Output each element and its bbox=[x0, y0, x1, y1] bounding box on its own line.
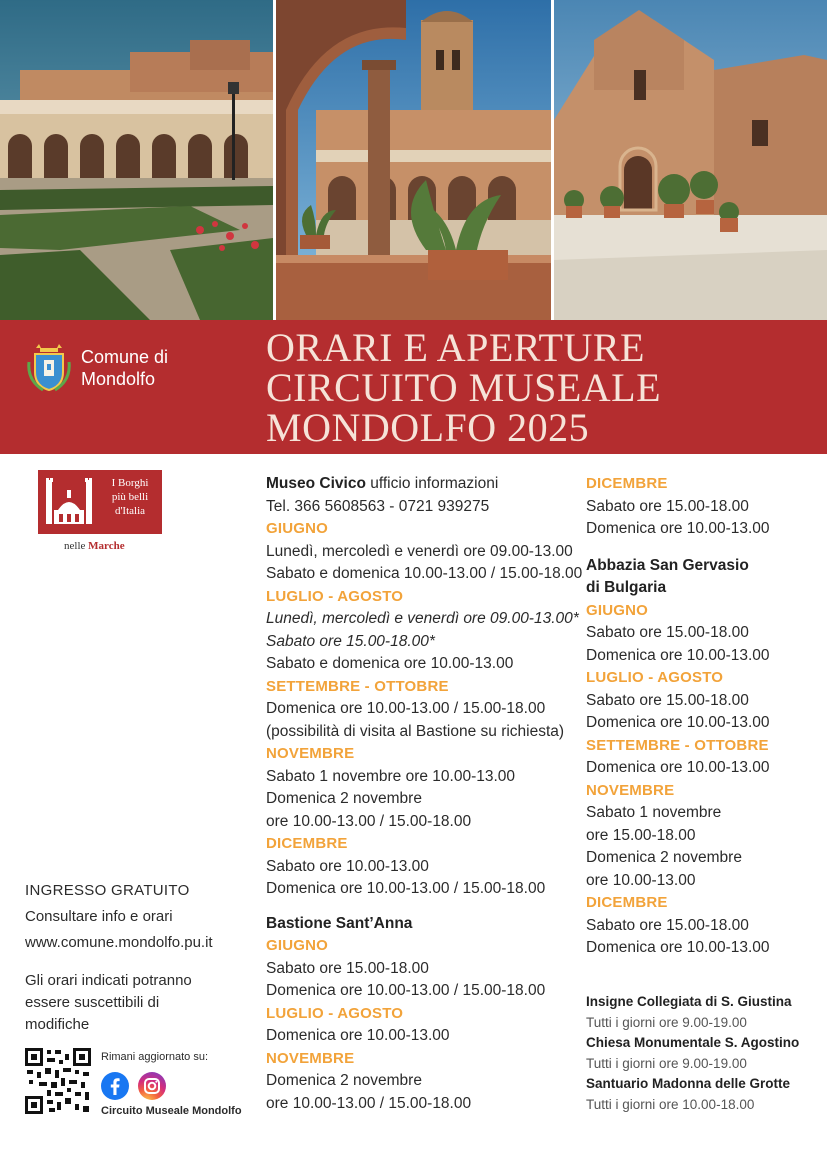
bastione-luglio-heading: LUGLIO - AGOSTO bbox=[266, 1004, 404, 1022]
photo-garden-arcade bbox=[0, 0, 273, 320]
photo-strip bbox=[0, 0, 827, 320]
schedule-column-2 bbox=[586, 473, 816, 960]
museo-tel: Tel. 366 5608563 - 0721 939275 bbox=[266, 497, 490, 515]
bastione-novembre-heading: NOVEMBRE bbox=[266, 1049, 355, 1067]
castle-logo-icon bbox=[38, 470, 100, 534]
museo-luglio-line: Sabato e domenica ore 10.00-13.00 bbox=[266, 655, 514, 672]
abbazia-novembre-heading: NOVEMBRE bbox=[586, 781, 675, 799]
site-hours: Tutti i giorni ore 9.00-19.00 bbox=[586, 1055, 747, 1071]
borghi-name bbox=[100, 476, 160, 518]
museo-luglio-heading: LUGLIO - AGOSTO bbox=[266, 587, 404, 605]
museo-settembre-line: (possibilità di visita al Bastione su richiesta) bbox=[266, 722, 565, 740]
museo-novembre-line: Sabato 1 novembre ore 10.00-13.00 bbox=[266, 767, 516, 785]
borghi-logo bbox=[38, 470, 162, 534]
instagram-icon[interactable] bbox=[138, 1072, 166, 1100]
bastione-giugno-line: Domenica ore 10.00-13.00 / 15.00-18.00 bbox=[266, 982, 546, 999]
museo-dicembre-line: Sabato ore 10.00-13.00 bbox=[266, 857, 429, 875]
museo-settembre-line: Domenica ore 10.00-13.00 / 15.00-18.00 bbox=[266, 700, 546, 717]
other-sites-list bbox=[586, 992, 816, 1115]
borghi-line-1: I Borghi bbox=[111, 477, 149, 489]
museo-dicembre-heading: DICEMBRE bbox=[266, 835, 348, 852]
abbazia-luglio-line: Domenica ore 10.00-13.00 bbox=[586, 714, 770, 731]
bastione-dicembre-line: Domenica ore 10.00-13.00 bbox=[586, 520, 770, 537]
page-title bbox=[266, 325, 662, 450]
website-link[interactable]: www.comune.mondolfo.pu.it bbox=[25, 934, 213, 951]
abbazia-dicembre-heading: DICEMBRE bbox=[586, 894, 668, 911]
abbazia-settembre-line: Domenica ore 10.00-13.00 bbox=[586, 759, 770, 776]
ingresso-gratuito: INGRESSO GRATUITO bbox=[25, 882, 190, 899]
bastione-novembre-line: Domenica 2 novembre bbox=[266, 1072, 422, 1089]
qr-code-icon[interactable] bbox=[25, 1048, 91, 1114]
title-line-3: MONDOLFO 2025 bbox=[266, 405, 590, 450]
schedule-column-1 bbox=[266, 473, 583, 1115]
borghi-line-3: d'Italia bbox=[114, 505, 146, 517]
museo-giugno-line: Sabato e domenica 10.00-13.00 / 15.00-18.00 bbox=[266, 565, 583, 582]
abbazia-dicembre-line: Sabato ore 15.00-18.00 bbox=[586, 916, 749, 934]
borghi-line-2: più belli bbox=[111, 491, 149, 503]
abbazia-dicembre-line: Domenica ore 10.00-13.00 bbox=[586, 939, 770, 956]
bastione-giugno-line: Sabato ore 15.00-18.00 bbox=[266, 959, 429, 977]
site-name: Insigne Collegiata di S. Giustina bbox=[586, 994, 792, 1009]
bastione-dicembre-line: Sabato ore 15.00-18.00 bbox=[586, 497, 749, 515]
abbazia-luglio-heading: LUGLIO - AGOSTO bbox=[586, 669, 724, 686]
spacer bbox=[266, 901, 576, 913]
museo-novembre-line: ore 10.00-13.00 / 15.00-18.00 bbox=[266, 812, 472, 830]
stay-updated-label: Rimani aggiornato su: bbox=[101, 1051, 209, 1063]
abbazia-novembre-line: Sabato 1 novembre bbox=[586, 804, 722, 821]
borghi-region-name: Marche bbox=[88, 540, 125, 552]
title-banner bbox=[0, 320, 827, 454]
museo-dicembre-line: Domenica ore 10.00-13.00 / 15.00-18.00 bbox=[266, 880, 546, 897]
comune-name bbox=[81, 346, 168, 390]
museo-luglio-line: Sabato ore 15.00-18.00* bbox=[266, 632, 435, 650]
museo-name: Museo Civico bbox=[266, 475, 366, 492]
abbazia-novembre-line: Domenica 2 novembre bbox=[586, 849, 742, 866]
borghi-region bbox=[64, 540, 125, 552]
abbazia-settembre-heading: SETTEMBRE - OTTOBRE bbox=[586, 736, 769, 754]
abbazia-giugno-line: Sabato ore 15.00-18.00 bbox=[586, 624, 749, 641]
photo-abbey bbox=[554, 0, 827, 320]
mondolfo-crest-icon bbox=[27, 342, 71, 392]
site-name: Chiesa Monumentale S. Agostino bbox=[586, 1035, 800, 1050]
bastione-giugno-heading: GIUGNO bbox=[266, 937, 329, 954]
site-hours: Tutti i giorni ore 10.00-18.00 bbox=[586, 1096, 755, 1112]
photo-cloister bbox=[276, 0, 551, 320]
museo-luglio-line: Lunedì, mercoledì e venerdì ore 09.00-13.00* bbox=[266, 610, 579, 627]
bastione-novembre-line: ore 10.00-13.00 / 15.00-18.00 bbox=[266, 1094, 472, 1112]
bastione-luglio-line: Domenica ore 10.00-13.00 bbox=[266, 1027, 450, 1044]
museo-novembre-line: Domenica 2 novembre bbox=[266, 790, 422, 807]
note-line-2: essere suscettibili di bbox=[25, 994, 160, 1011]
social-account-name: Circuito Museale Mondolfo bbox=[101, 1105, 242, 1117]
title-line-2: CIRCUITO MUSEALE bbox=[266, 365, 662, 410]
comune-line-1: Comune di bbox=[81, 347, 169, 367]
comune-line-2: Mondolfo bbox=[81, 369, 156, 389]
bastione-dicembre-heading: DICEMBRE bbox=[586, 475, 668, 492]
facebook-icon[interactable] bbox=[101, 1072, 129, 1100]
abbazia-novembre-line: ore 15.00-18.00 bbox=[586, 826, 696, 844]
borghi-region-prefix: nelle bbox=[64, 540, 86, 552]
museo-name-suffix: ufficio informazioni bbox=[365, 475, 499, 492]
site-hours: Tutti i giorni ore 9.00-19.00 bbox=[586, 1014, 747, 1030]
note-line-3: modifiche bbox=[25, 1016, 90, 1033]
bastione-heading: Bastione Sant’Anna bbox=[266, 914, 413, 932]
abbazia-novembre-line: ore 10.00-13.00 bbox=[586, 871, 696, 889]
disclaimer-note bbox=[25, 970, 192, 1036]
site-name: Santuario Madonna delle Grotte bbox=[586, 1076, 791, 1091]
museo-giugno-heading: GIUGNO bbox=[266, 520, 329, 537]
spacer bbox=[586, 541, 816, 555]
museo-heading bbox=[266, 473, 576, 496]
title-line-1: ORARI E APERTURE bbox=[266, 325, 645, 370]
museo-giugno-line: Lunedì, mercoledì e venerdì ore 09.00-13.00 bbox=[266, 542, 573, 560]
abbazia-luglio-line: Sabato ore 15.00-18.00 bbox=[586, 691, 749, 709]
note-line-1: Gli orari indicati potranno bbox=[25, 972, 192, 989]
consultare-text: Consultare info e orari bbox=[25, 908, 173, 925]
museo-novembre-heading: NOVEMBRE bbox=[266, 745, 355, 762]
museo-settembre-heading: SETTEMBRE - OTTOBRE bbox=[266, 677, 449, 695]
abbazia-giugno-line: Domenica ore 10.00-13.00 bbox=[586, 646, 770, 664]
abbazia-giugno-heading: GIUGNO bbox=[586, 601, 649, 619]
abbazia-heading-line-1: Abbazia San Gervasio bbox=[586, 556, 749, 574]
abbazia-heading-line-2: di Bulgaria bbox=[586, 579, 667, 596]
